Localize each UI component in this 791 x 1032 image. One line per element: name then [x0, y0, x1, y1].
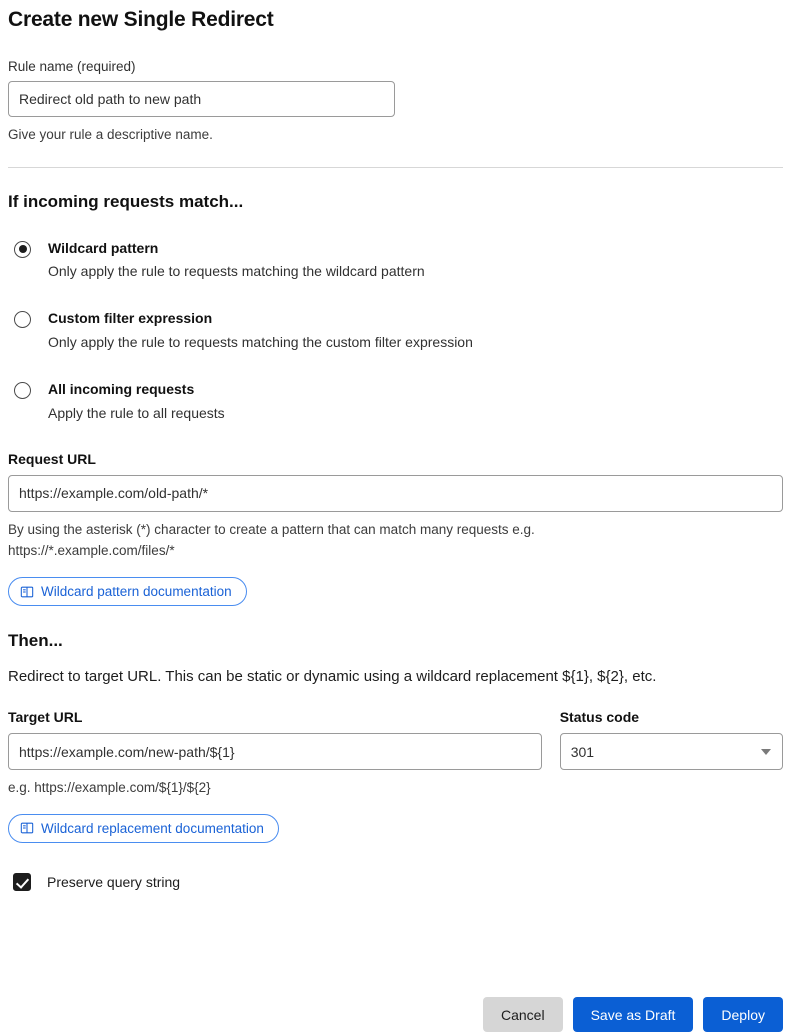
radio-all-incoming-requests-icon[interactable]: [14, 382, 31, 399]
radio-all-incoming-requests-title: All incoming requests: [48, 381, 195, 398]
status-code-select[interactable]: [560, 733, 783, 770]
save-as-draft-button[interactable]: Save as Draft: [573, 997, 694, 1032]
book-icon: [20, 821, 34, 835]
wildcard-replacement-documentation-label: Wildcard replacement documentation: [41, 820, 264, 836]
wildcard-pattern-documentation-label: Wildcard pattern documentation: [41, 584, 232, 600]
rule-name-label: Rule name (required): [8, 59, 136, 74]
wildcard-replacement-documentation-link[interactable]: [8, 814, 279, 843]
book-icon: [20, 585, 34, 599]
chevron-down-icon[interactable]: [761, 749, 771, 755]
form-actions: [483, 997, 783, 1032]
request-url-label: Request URL: [8, 450, 96, 467]
create-single-redirect-form: [0, 8, 791, 1032]
match-option-group: [8, 239, 783, 423]
status-code-field: [560, 709, 783, 798]
radio-wildcard-pattern-title: Wildcard pattern: [48, 239, 159, 256]
radio-custom-filter-expression-title: Custom filter expression: [48, 310, 213, 327]
status-code-label: Status code: [559, 709, 640, 726]
deploy-button[interactable]: Deploy: [703, 997, 783, 1032]
radio-wildcard-pattern-icon[interactable]: [14, 241, 31, 258]
then-section-description: Redirect to target URL. This can be static or dynamic using a wildcard replacement ${1}, ${2}, etc.: [8, 668, 657, 686]
radio-option-custom-filter-expression[interactable]: [8, 309, 783, 352]
target-url-help: e.g. https://example.com/${1}/${2}: [8, 780, 211, 796]
radio-custom-filter-expression-desc: Only apply the rule to requests matching the custom filter expression: [48, 334, 473, 351]
radio-option-wildcard-pattern[interactable]: [8, 239, 783, 282]
request-url-help-line2: https://*.example.com/files/*: [8, 543, 175, 559]
request-url-help-line1: By using the asterisk (*) character to create a pattern that can match many requests e.g.: [8, 521, 535, 537]
cancel-button[interactable]: Cancel: [483, 997, 563, 1032]
radio-wildcard-pattern-desc: Only apply the rule to requests matching the wildcard pattern: [48, 263, 425, 280]
request-url-input[interactable]: [8, 475, 783, 512]
match-section-heading: If incoming requests match...: [8, 191, 244, 211]
rule-name-input[interactable]: [8, 81, 395, 117]
preserve-query-string-label: Preserve query string: [47, 873, 181, 890]
preserve-query-string-checkbox[interactable]: [13, 873, 31, 891]
section-divider: [8, 167, 783, 168]
target-url-field: [8, 709, 542, 798]
status-code-value: 301: [570, 743, 595, 760]
wildcard-pattern-documentation-link[interactable]: [8, 577, 247, 606]
target-url-input[interactable]: [8, 733, 542, 770]
then-section-heading: Then...: [8, 631, 63, 651]
page-title: Create new Single Redirect: [8, 8, 274, 31]
radio-custom-filter-expression-icon[interactable]: [14, 311, 31, 328]
preserve-query-string-row[interactable]: [8, 873, 783, 891]
rule-name-help: Give your rule a descriptive name.: [8, 127, 213, 142]
target-and-status-row: [8, 709, 783, 798]
target-url-label: Target URL: [8, 709, 83, 726]
radio-all-incoming-requests-desc: Apply the rule to all requests: [48, 405, 225, 422]
radio-option-all-incoming-requests[interactable]: [8, 380, 783, 423]
